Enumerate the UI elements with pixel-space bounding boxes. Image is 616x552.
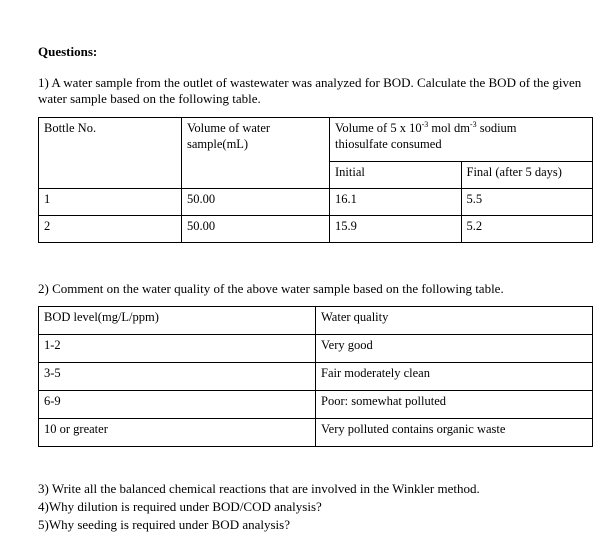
cell-water-quality: Fair moderately clean [316,363,593,391]
cell-volume: 50.00 [182,216,330,243]
table-row [39,189,593,216]
header-volume-water [182,118,330,189]
header-volume-line1: Volume of water [187,121,271,135]
header-thio-part1: Volume of 5 x 10 [335,121,422,135]
header-final: Final (after 5 days) [461,162,593,189]
header-thio-exp2: -3 [469,120,477,129]
cell-initial: 15.9 [330,216,462,243]
table-row [39,391,593,419]
header-thio-line2: thiosulfate consumed [335,137,442,151]
table-row [39,216,593,243]
cell-water-quality: Very good [316,335,593,363]
cell-bottle: 1 [39,189,182,216]
cell-bottle: 2 [39,216,182,243]
cell-final: 5.5 [461,189,593,216]
cell-final: 5.2 [461,216,593,243]
question-1-text: 1) A water sample from the outlet of wastewater was analyzed for BOD. Calculate the BOD of the given water sample based on the following table. [38,75,582,106]
titration-table [38,117,593,243]
cell-bod-level: 10 or greater [39,419,316,447]
bod-quality-table [38,306,593,447]
cell-initial: 16.1 [330,189,462,216]
header-volume-line2: sample(mL) [187,137,249,151]
cell-bod-level: 6-9 [39,391,316,419]
question-3-text: 3) Write all the balanced chemical reactions that are involved in the Winkler method. [38,481,480,496]
question-5-text: 5)Why seeding is required under BOD analysis? [38,517,290,532]
header-initial: Initial [330,162,462,189]
questions-heading: Questions: [38,44,98,59]
header-bottle-no: Bottle No. [39,118,182,189]
header-thio-part3: sodium [476,121,517,135]
header-bod-level: BOD level(mg/L/ppm) [39,307,316,335]
cell-bod-level: 3-5 [39,363,316,391]
table-header-row [39,118,593,162]
table-row [39,363,593,391]
cell-bod-level: 1-2 [39,335,316,363]
question-2-text: 2) Comment on the water quality of the above water sample based on the following table. [38,281,504,296]
header-thio-part2: mol dm [428,121,470,135]
header-thiosulfate [330,118,593,162]
header-thio-exp1: -3 [421,120,429,129]
cell-volume: 50.00 [182,189,330,216]
cell-water-quality: Very polluted contains organic waste [316,419,593,447]
table-row [39,419,593,447]
question-4-text: 4)Why dilution is required under BOD/COD analysis? [38,499,322,514]
table-row [39,335,593,363]
table-header-row [39,307,593,335]
cell-water-quality: Poor: somewhat polluted [316,391,593,419]
header-water-quality: Water quality [316,307,593,335]
